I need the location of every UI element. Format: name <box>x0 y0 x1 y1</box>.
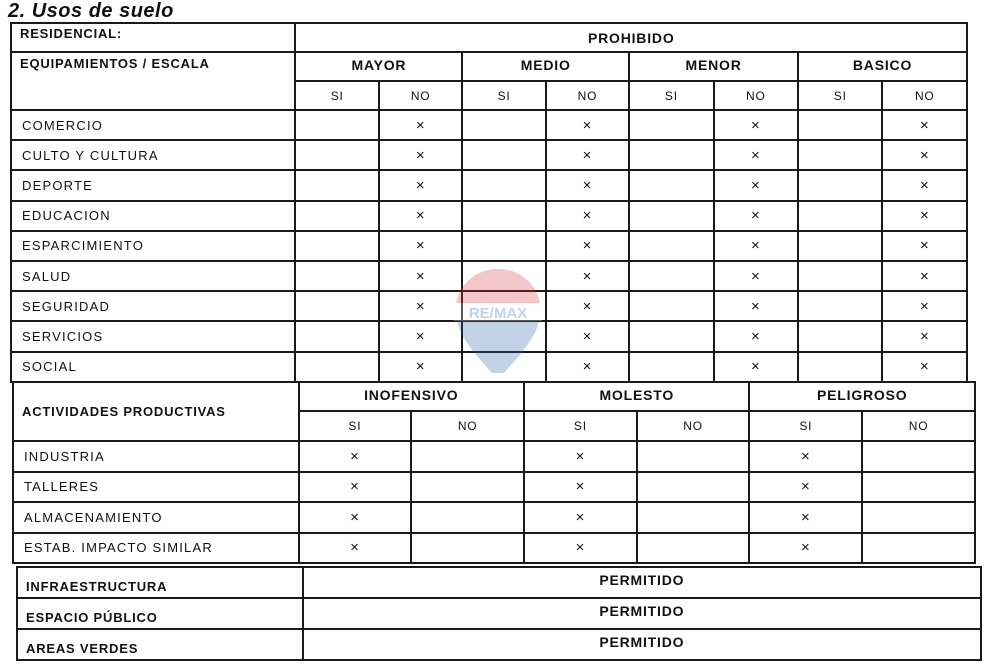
cell-si-mark: × <box>524 472 637 503</box>
cell-no <box>862 533 975 564</box>
cell-no-mark: × <box>714 110 798 140</box>
cell-no <box>637 472 750 503</box>
cell-si <box>629 231 713 261</box>
row-label: ALMACENAMIENTO <box>13 502 299 533</box>
cell-si <box>462 201 545 231</box>
scale-mayor: MAYOR <box>295 52 462 81</box>
cell-si <box>798 110 882 140</box>
cell-no-mark: × <box>546 201 629 231</box>
cell-no-mark: × <box>379 140 462 170</box>
cell-si <box>798 321 882 351</box>
watermark-text: RE/MAX <box>468 305 528 322</box>
scale-basico: BASICO <box>798 52 967 81</box>
cell-si <box>295 201 378 231</box>
col-si-0: SI <box>295 81 378 110</box>
cell-no-mark: × <box>882 352 967 382</box>
residencial-label: RESIDENCIAL: <box>11 23 295 52</box>
cell-si <box>798 201 882 231</box>
cell-no <box>862 441 975 472</box>
table-row <box>13 502 975 533</box>
cell-no-mark: × <box>546 110 629 140</box>
col-si-2: SI <box>629 81 713 110</box>
col-si-3: SI <box>798 81 882 110</box>
table-row <box>13 533 975 564</box>
cell-no-mark: × <box>546 231 629 261</box>
cell-no-mark: × <box>714 261 798 291</box>
cell-no <box>411 472 524 503</box>
row-label: INDUSTRIA <box>13 441 299 472</box>
cell-no-mark: × <box>882 170 967 200</box>
cell-si <box>462 140 545 170</box>
residencial-value: PROHIBIDO <box>295 23 967 52</box>
cell-si <box>295 140 378 170</box>
equipamientos-header: EQUIPAMIENTOS / ESCALA <box>11 52 295 110</box>
cell-si <box>295 291 378 321</box>
cell-no <box>862 472 975 503</box>
cell-no-mark: × <box>714 201 798 231</box>
cell-si-mark: × <box>524 533 637 564</box>
col-no-1: NO <box>637 411 750 441</box>
table-row <box>11 170 967 200</box>
actividades-header: ACTIVIDADES PRODUCTIVAS <box>13 382 299 441</box>
cell-no <box>637 502 750 533</box>
category-peligroso: PELIGROSO <box>749 382 975 411</box>
cell-no-mark: × <box>379 291 462 321</box>
cell-no-mark: × <box>379 261 462 291</box>
cell-si <box>295 170 378 200</box>
cell-si <box>629 261 713 291</box>
cell-si <box>295 352 378 382</box>
cell-no-mark: × <box>714 291 798 321</box>
cell-si <box>295 261 378 291</box>
cell-si <box>295 231 378 261</box>
row-label: COMERCIO <box>11 110 295 140</box>
cell-no-mark: × <box>882 291 967 321</box>
cell-no <box>862 502 975 533</box>
cell-no-mark: × <box>882 110 967 140</box>
row-label: EDUCACION <box>11 201 295 231</box>
table-row <box>11 140 967 170</box>
col-si-1: SI <box>524 411 637 441</box>
uso-value: PERMITIDO <box>303 629 981 660</box>
cell-si-mark: × <box>299 472 412 503</box>
cell-si <box>462 231 545 261</box>
col-no-3: NO <box>882 81 967 110</box>
row-label: SEGURIDAD <box>11 291 295 321</box>
col-si-0: SI <box>299 411 412 441</box>
table-row <box>11 201 967 231</box>
cell-no-mark: × <box>882 231 967 261</box>
cell-no-mark: × <box>379 170 462 200</box>
cell-si-mark: × <box>749 472 862 503</box>
row-label: ESTAB. IMPACTO SIMILAR <box>13 533 299 564</box>
cell-si <box>629 140 713 170</box>
cell-si <box>629 201 713 231</box>
cell-no-mark: × <box>379 110 462 140</box>
uso-label: ESPACIO PÚBLICO <box>17 598 303 629</box>
col-si-1: SI <box>462 81 545 110</box>
cell-no-mark: × <box>882 201 967 231</box>
cell-no-mark: × <box>546 352 629 382</box>
cell-si <box>629 291 713 321</box>
cell-no-mark: × <box>546 140 629 170</box>
cell-si-mark: × <box>299 441 412 472</box>
cell-si <box>798 352 882 382</box>
cell-no <box>637 441 750 472</box>
cell-no-mark: × <box>546 321 629 351</box>
cell-no-mark: × <box>379 321 462 351</box>
cell-si <box>798 231 882 261</box>
cell-no-mark: × <box>882 261 967 291</box>
row-label: CULTO Y CULTURA <box>11 140 295 170</box>
row-label: SERVICIOS <box>11 321 295 351</box>
cell-no <box>411 502 524 533</box>
cell-no-mark: × <box>714 170 798 200</box>
cell-no-mark: × <box>882 140 967 170</box>
cell-no <box>411 441 524 472</box>
table-row <box>11 231 967 261</box>
cell-si-mark: × <box>299 533 412 564</box>
cell-si <box>798 261 882 291</box>
category-molesto: MOLESTO <box>524 382 749 411</box>
col-no-0: NO <box>379 81 462 110</box>
cell-si <box>629 110 713 140</box>
cell-no-mark: × <box>714 231 798 261</box>
cell-no-mark: × <box>379 201 462 231</box>
cell-si-mark: × <box>524 502 637 533</box>
table-row <box>17 598 981 629</box>
cell-no-mark: × <box>546 291 629 321</box>
cell-si-mark: × <box>524 441 637 472</box>
section-title: 2. Usos de suelo <box>8 0 174 22</box>
cell-no <box>411 533 524 564</box>
otros-usos-table <box>16 566 982 661</box>
table-row <box>11 110 967 140</box>
cell-si <box>798 291 882 321</box>
row-label: DEPORTE <box>11 170 295 200</box>
uso-value: PERMITIDO <box>303 598 981 629</box>
cell-si-mark: × <box>749 502 862 533</box>
cell-si <box>295 321 378 351</box>
cell-no-mark: × <box>379 231 462 261</box>
balloon-logo-icon <box>452 265 544 385</box>
uso-label: INFRAESTRUCTURA <box>17 567 303 598</box>
uso-label: AREAS VERDES <box>17 629 303 660</box>
col-no-1: NO <box>546 81 629 110</box>
cell-no-mark: × <box>714 321 798 351</box>
row-label: ESPARCIMIENTO <box>11 231 295 261</box>
table-row <box>17 567 981 598</box>
col-no-2: NO <box>714 81 798 110</box>
cell-no-mark: × <box>714 140 798 170</box>
cell-no-mark: × <box>546 261 629 291</box>
cell-no-mark: × <box>379 352 462 382</box>
cell-no-mark: × <box>882 321 967 351</box>
cell-si <box>295 110 378 140</box>
cell-si <box>629 321 713 351</box>
category-inofensivo: INOFENSIVO <box>299 382 525 411</box>
cell-si <box>462 110 545 140</box>
table-row <box>13 441 975 472</box>
scale-medio: MEDIO <box>462 52 629 81</box>
cell-no <box>637 533 750 564</box>
cell-si <box>462 170 545 200</box>
cell-si <box>629 170 713 200</box>
cell-no-mark: × <box>714 352 798 382</box>
uso-value: PERMITIDO <box>303 567 981 598</box>
table-row <box>17 629 981 660</box>
cell-no-mark: × <box>546 170 629 200</box>
cell-si-mark: × <box>749 533 862 564</box>
col-no-0: NO <box>411 411 524 441</box>
cell-si <box>629 352 713 382</box>
table-row <box>13 472 975 503</box>
cell-si <box>798 170 882 200</box>
cell-si-mark: × <box>749 441 862 472</box>
actividades-table <box>12 381 976 564</box>
cell-si-mark: × <box>299 502 412 533</box>
row-label: TALLERES <box>13 472 299 503</box>
col-si-2: SI <box>749 411 862 441</box>
row-label: SALUD <box>11 261 295 291</box>
row-label: SOCIAL <box>11 352 295 382</box>
scale-menor: MENOR <box>629 52 798 81</box>
col-no-2: NO <box>862 411 975 441</box>
cell-si <box>798 140 882 170</box>
